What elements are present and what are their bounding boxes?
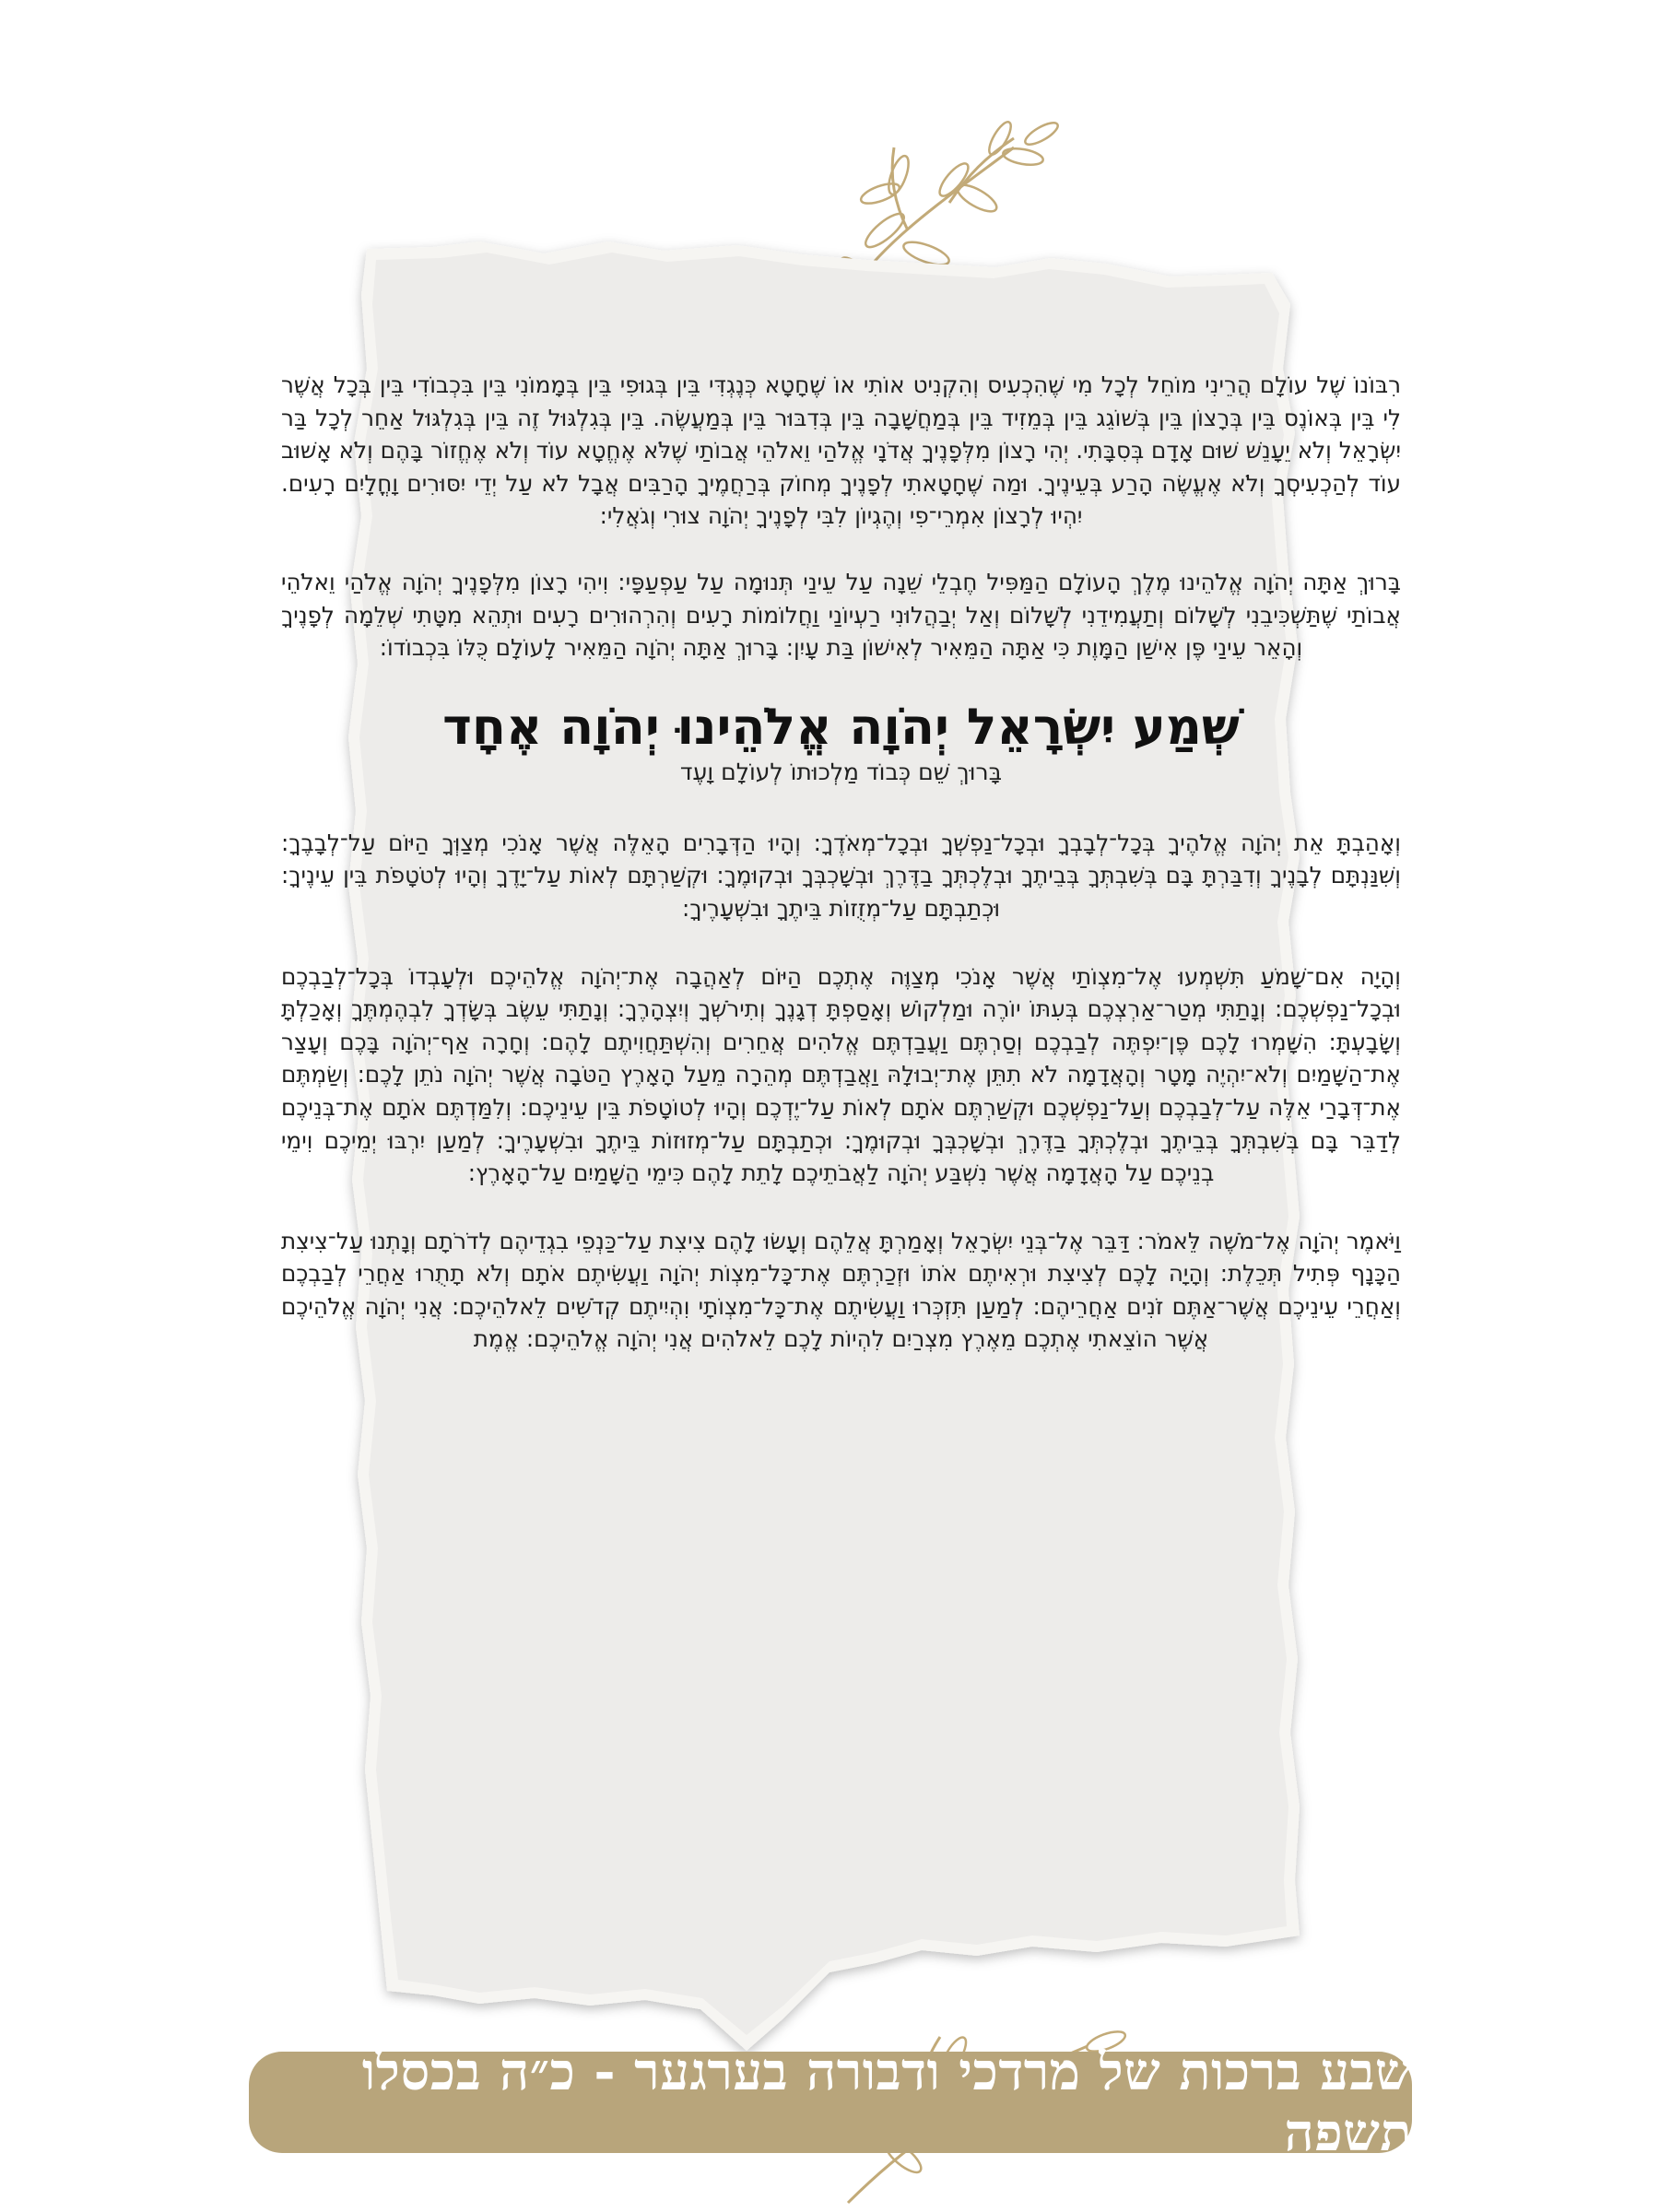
paragraph-vayomer: וַיֹּאמֶר יְהֹוָה אֶל־מֹשֶׁה לֵּאמֹר: דַּבֵּר אֶל־בְּנֵי יִשְׂרָאֵל וְאָמַרְתָּ אֲלֵהֶם וְעָשׂוּ לָהֶם צִיצִת עַל־כַּנְפֵי בִגְדֵיהֶם לְדֹרֹתָם וְנָתְנוּ עַל־צִיצִת הַכָּנָף פְּתִיל תְּכֵלֶת: וְהָיָה לָכֶם לְצִיצִת וּרְאִיתֶם אֹתוֹ וּזְכַרְתֶּם אֶת־כָּל־מִצְוֹת יְהֹוָה וַעֲשִׂיתֶם אֹתָם וְלֹא תָתֻרוּ אַחֲרֵי לְבַבְכֶם וְאַחֲרֵי עֵינֵיכֶם אֲשֶׁר־אַתֶּם זֹנִים אַחֲרֵיהֶם: לְמַעַן תִּזְכְּרוּ וַעֲשִׂיתֶם אֶת־כָּל־מִצְוֹתָי וִהְיִיתֶם קְדֹשִׁים לֵאלֹהֵיכֶם: אֲנִי יְהֹוָה אֱלֹהֵיכֶם אֲשֶׁר הוֹצֵאתִי אֶתְכֶם מֵאֶרֶץ מִצְרַיִם לִהְיוֹת לָכֶם לֵאלֹהִים אֲנִי יְהֹוָה אֱלֹהֵיכֶם: אֱמֶת bbox=[281, 1227, 1401, 1353]
shema-title: שְׁמַע יִשְׂרָאֵל יְהֹוָה אֱלֹהֵינוּ יְהֹוָה אֶחָד bbox=[442, 697, 1240, 756]
paragraph-ribbono: רִבּוֹנוֹ שֶׁל עוֹלָם הֲרֵינִי מוֹחֵל לְכָל מִי שֶׁהִכְעִיס וְהִקְנִיט אוֹתִי אוֹ שֶׁחָטָא כְּנֶגְדִּי בֵּין בְּגוּפִי בֵּין בְּמָמוֹנִי בֵּין בִּכְבוֹדִי בֵּין בְּכָל אֲשֶׁר לִי בֵּין בְּאוֹנֶס בֵּין בְּרָצוֹן בֵּין בְּשׁוֹגֵג בֵּין בְּמֵזִיד בֵּין בְּמַחֲשָׁבָה בֵּין בְּדִבּוּר בֵּין בְּמַעֲשֶׂה. בֵּין בְּגִלְגּוּל זֶה בֵּין בְּגִלְגּוּל אַחֵר לְכָל בַּר יִשְׂרָאֵל וְלֹא יֵעָנֵשׁ שׁוּם אָדָם בְּסִבָּתִי. יְהִי רָצוֹן מִלְּפָנֶיךָ אֲדֹנָי אֱלֹהַי וֵאלֹהֵי אֲבוֹתַי שֶׁלֹּא אֶחֱטָא עוֹד וְלֹא אֶחֱזוֹר בָּהֶם וְלֹא אָשׁוּב עוֹד לְהַכְעִיסְךָ וְלֹא אֶעֱשֶׂה הָרַע בְּעֵינֶיךָ. וּמַה שֶּׁחָטָאתִי לְפָנֶיךָ מְחוֹק בְּרַחֲמֶיךָ הָרַבִּים אֲבָל לֹא עַל יְדֵי יִסּוּרִים וָחֳלָיִם רָעִים. יִהְיוּ לְרָצוֹן אִמְרֵי־פִי וְהֶגְיוֹן לִבִּי לְפָנֶיךָ יְהֹוָה צוּרִי וְגֹאֲלִי: bbox=[281, 371, 1401, 530]
paragraph-veahavta: וְאָהַבְתָּ אֵת יְהֹוָה אֱלֹהֶיךָ בְּכָל־לְבָבְךָ וּבְכָל־נַפְשְׁךָ וּבְכָל־מְאֹדֶךָ: וְהָיוּ הַדְּבָרִים הָאֵלֶּה אֲשֶׁר אָנֹכִי מְצַוְּךָ הַיּוֹם עַל־לְבָבֶךָ: וְשִׁנַּנְתָּם לְבָנֶיךָ וְדִבַּרְתָּ בָּם בְּשִׁבְתְּךָ בְּבֵיתֶךָ וּבְלֶכְתְּךָ בַדֶּרֶךְ וּבְשָׁכְבְּךָ וּבְקוּמֶךָ: וּקְשַׁרְתָּם לְאוֹת עַל־יָדֶךָ וְהָיוּ לְטֹטָפֹת בֵּין עֵינֶיךָ: וּכְתַבְתָּם עַל־מְזֻזוֹת בֵּיתֶךָ וּבִשְׁעָרֶיךָ: bbox=[281, 829, 1401, 922]
paragraph-vehaya: וְהָיָה אִם־שָׁמֹעַ תִּשְׁמְעוּ אֶל־מִצְוֹתַי אֲשֶׁר אָנֹכִי מְצַוֶּה אֶתְכֶם הַיּוֹם לְאַהֲבָה אֶת־יְהֹוָה אֱלֹהֵיכֶם וּלְעָבְדוֹ בְּכָל־לְבַבְכֶם וּבְכָל־נַפְשְׁכֶם: וְנָתַתִּי מְטַר־אַרְצְכֶם בְּעִתּוֹ יוֹרֶה וּמַלְקוֹשׁ וְאָסַפְתָּ דְגָנֶךָ וְתִירֹשְׁךָ וְיִצְהָרֶךָ: וְנָתַתִּי עֵשֶׂב בְּשָׂדְךָ לִבְהֶמְתֶּךָ וְאָכַלְתָּ וְשָׂבָעְתָּ: הִשָּׁמְרוּ לָכֶם פֶּן־יִפְתֶּה לְבַבְכֶם וְסַרְתֶּם וַעֲבַדְתֶּם אֱלֹהִים אֲחֵרִים וְהִשְׁתַּחֲוִיתֶם לָהֶם: וְחָרָה אַף־יְהֹוָה בָּכֶם וְעָצַר אֶת־הַשָּׁמַיִם וְלֹא־יִהְיֶה מָטָר וְהָאֲדָמָה לֹא תִתֵּן אֶת־יְבוּלָהּ וַאֲבַדְתֶּם מְהֵרָה מֵעַל הָאָרֶץ הַטֹּבָה אֲשֶׁר יְהֹוָה נֹתֵן לָכֶם: וְשַׂמְתֶּם אֶת־דְּבָרַי אֵלֶּה עַל־לְבַבְכֶם וְעַל־נַפְשְׁכֶם וּקְשַׁרְתֶּם אֹתָם לְאוֹת עַל־יֶדְכֶם וְהָיוּ לְטוֹטָפֹת בֵּין עֵינֵיכֶם: וְלִמַּדְתֶּם אֹתָם אֶת־בְּנֵיכֶם לְדַבֵּר בָּם בְּשִׁבְתְּךָ בְּבֵיתֶךָ וּבְלֶכְתְּךָ בַדֶּרֶךְ וּבְשָׁכְבְּךָ וּבְקוּמֶךָ: וּכְתַבְתָּם עַל־מְזוּזוֹת בֵּיתֶךָ וּבִשְׁעָרֶיךָ: לְמַעַן יִרְבּוּ יְמֵיכֶם וִימֵי בְנֵיכֶם עַל הָאֲדָמָה אֲשֶׁר נִשְׁבַּע יְהֹוָה לַאֲבֹתֵיכֶם לָתֵת לָהֶם כִּימֵי הַשָּׁמַיִם עַל־הָאָרֶץ: bbox=[281, 962, 1401, 1187]
prayer-text bbox=[281, 369, 1401, 1724]
shema-subtitle: בָּרוּךְ שֵׁם כְּבוֹד מַלְכוּתוֹ לְעוֹלָם וָעֶד bbox=[679, 758, 1003, 785]
event-banner bbox=[249, 2041, 1412, 2163]
paragraph-hamapil: בָּרוּךְ אַתָּה יְהֹוָה אֱלֹהֵינוּ מֶלֶךְ הָעוֹלָם הַמַּפִּיל חֶבְלֵי שֵׁנָה עַל עֵינַי תְּנוּמָה עַל עַפְעַפָּי: וִיהִי רָצוֹן מִלְּפָנֶיךָ יְהֹוָה אֱלֹהַי וֵאלֹהֵי אֲבוֹתַי שֶׁתַּשְׁכִּיבֵנִי לְשָׁלוֹם וְתַעֲמִידֵנִי לְשָׁלוֹם וְאַל יְבַהֲלוּנִי רַעְיוֹנַי וַחֲלוֹמוֹת רָעִים וְהִרְהוּרִים רָעִים וּתְהֵא מִטָּתִי שְׁלֵמָה לְפָנֶיךָ וְהָאֵר עֵינַי פֶּן אִישַׁן הַמָּוֶת כִּי אַתָּה הַמֵּאִיר לְאִישׁוֹן בַּת עָיִן: בָּרוּךְ אַתָּה יְהֹוָה הַמֵּאִיר לָעוֹלָם כֻּלּוֹ בִּכְבוֹדוֹ: bbox=[281, 568, 1401, 662]
event-banner-text: שבע ברכות של מרדכי ודבורה בערגער - כ״ה בכסלו תשפה bbox=[361, 2041, 1412, 2163]
